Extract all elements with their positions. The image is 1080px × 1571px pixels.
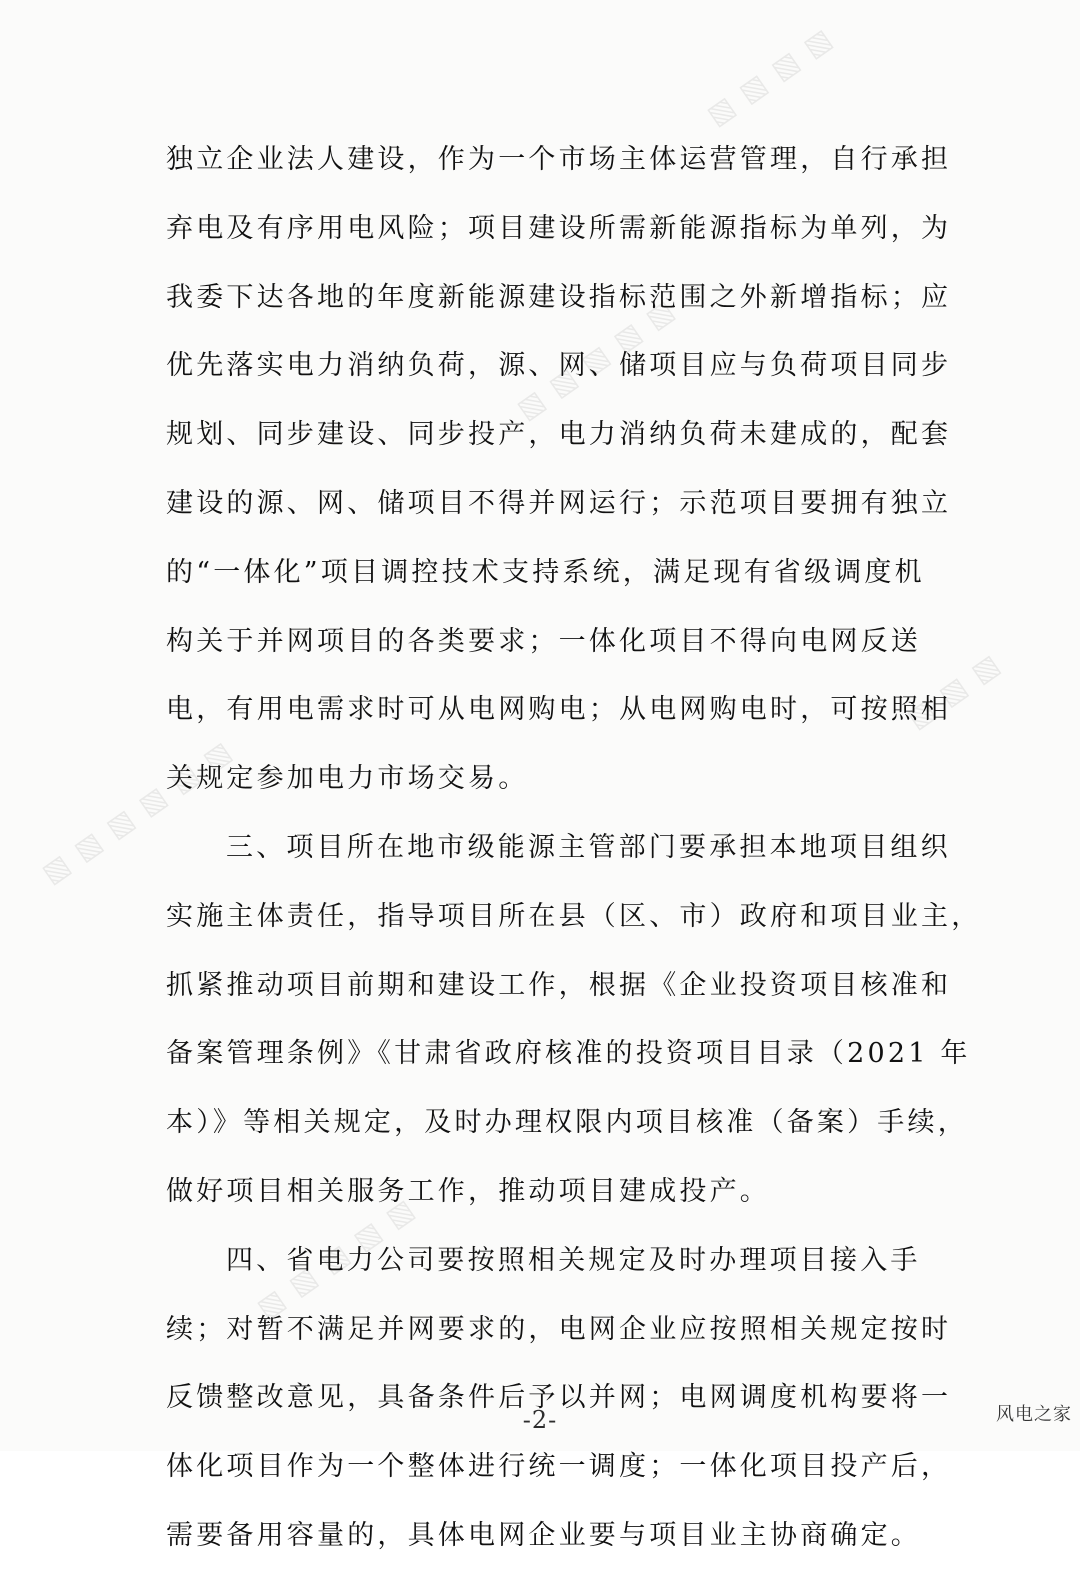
text-line: 做好项目相关服务工作，推动项目建成投产。 — [166, 1175, 770, 1207]
source-label: 风电之家 — [996, 1404, 1072, 1425]
text-line: 需要备用容量的，具体电网企业要与项目业主协商确定。 — [166, 1519, 921, 1551]
text-line: 的“一体化”项目调控技术支持系统，满足现有省级调度机 — [166, 556, 925, 588]
text-line: 规划、同步建设、同步投产，电力消纳负荷未建成的，配套 — [166, 419, 952, 451]
background-watermark: ▧ ▧ ▧ ▧ ▧ — [510, 292, 682, 427]
text-line: 弃电及有序用电风险；项目建设所需新能源指标为单列，为 — [166, 212, 952, 244]
text-line: 我委下达各地的年度新能源建设指标范围之外新增指标；应 — [166, 281, 952, 313]
paragraph-continuation — [166, 126, 952, 814]
page-number: -2- — [522, 1406, 558, 1434]
text-line: 电，有用电需求时可从电网购电；从电网购电时，可按照相 — [166, 694, 952, 726]
text-line: 备案管理条例》《甘肃省政府核准的投资项目目录（2021 年 — [166, 1038, 971, 1070]
text-line: 实施主体责任，指导项目所在县（区、市）政府和项目业主， — [166, 900, 982, 932]
text-line: 本）》等相关规定，及时办理权限内项目核准（备案）手续， — [166, 1107, 968, 1139]
background-watermark: ▧ ▧ ▧ ▧ ▧ ▧ — [35, 733, 239, 891]
text-line: 续；对暂不满足并网要求的，电网企业应按照相关规定按时 — [166, 1313, 952, 1345]
text-line: 三、项目所在地市级能源主管部门要承担本地项目组织 — [226, 831, 951, 863]
background-watermark: ▧ ▧ ▧ — [900, 646, 1008, 736]
paragraph-section-four — [166, 1227, 952, 1571]
background-watermark: ▧ ▧ ▧ ▧ — [700, 20, 840, 133]
text-line: 优先落实电力消纳负荷，源、网、储项目应与负荷项目同步 — [166, 350, 952, 382]
text-line: 体化项目作为一个整体进行统一调度；一体化项目投产后， — [166, 1451, 952, 1483]
text-line: 建设的源、网、储项目不得并网运行；示范项目要拥有独立 — [166, 487, 952, 519]
text-line: 抓紧推动项目前期和建设工作，根据《企业投资项目核准和 — [166, 969, 952, 1001]
text-line: 独立企业法人建设，作为一个市场主体运营管理，自行承担 — [166, 144, 952, 175]
text-line: 反馈整改意见，具备条件后予以并网；电网调度机构要将一 — [166, 1382, 952, 1414]
text-line: 构关于并网项目的各类要求；一体化项目不得向电网反送 — [166, 625, 921, 657]
text-line: 四、省电力公司要按照相关规定及时办理项目接入手 — [226, 1244, 921, 1276]
document-body — [166, 126, 982, 1571]
text-line: 关规定参加电力市场交易。 — [166, 763, 529, 795]
paragraph-section-three — [166, 814, 982, 1227]
background-watermark: ▧ ▧ ▧ ▧ ▧ — [250, 1191, 422, 1326]
